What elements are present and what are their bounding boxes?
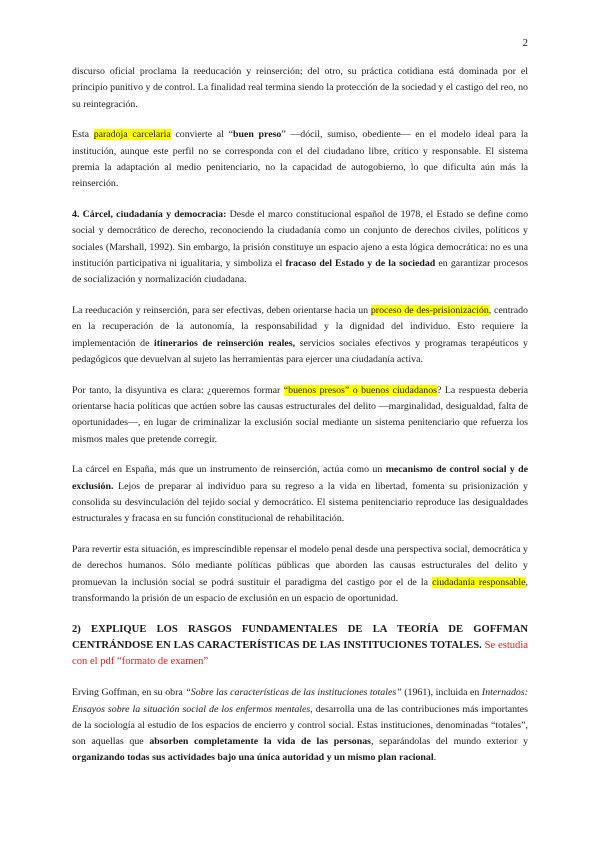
paragraph-text: , transformando la prisión de un espacio de exclusión en un espacio de oportunidad.: [72, 576, 528, 605]
page-body: [72, 64, 528, 781]
paragraph-dilemma: [72, 383, 528, 448]
paragraph-text: , desarrolla una de las contribuciones más importantes de la sociología al estudio de los espacios de encierro y control social. Estas instituciones, denominadas “totales”, son aquellas que: [72, 703, 528, 748]
bold-text: absorben completamente la vida de las personas: [149, 736, 372, 748]
paragraph-prison-spain: [72, 462, 528, 527]
paragraph-text: .: [433, 752, 437, 764]
paragraph-text: Erving Goffman, en su obra: [72, 687, 186, 699]
bold-text: itinerarios de reinserción reales,: [153, 337, 296, 349]
paragraph-text: , separándolas del mundo exterior y: [371, 736, 529, 748]
paragraph-des-prisonization: [72, 303, 528, 368]
bold-text: organizando todas sus actividades bajo una única autoridad y un mismo plan racional: [72, 752, 434, 764]
paragraph-text: discurso oficial proclama la reeducación y reinserción; del otro, su práctica cotidiana está dominada por el principio punitivo y de control. La finalidad real termina siendo la protección de la sociedad y el castigo del reo, no su reintegración.: [72, 66, 528, 110]
paragraph-citizenship-democracy: [72, 207, 528, 288]
italic-title: “Sobre las características de las instituciones totales”: [185, 687, 402, 699]
section-subheading: 4. Cárcel, ciudadanía y democracia:: [72, 209, 227, 221]
paragraph-goffman-intro: [72, 685, 528, 766]
paragraph-text: Por tanto, la disyuntiva es clara: ¿queremos formar: [72, 384, 284, 396]
highlighted-text: proceso de des-prisionización: [370, 305, 489, 317]
question-text: 2) EXPLIQUE LOS RASGOS FUNDAMENTALES DE LA TEORÍA DE GOFFMAN CENTRÁNDOSE EN LAS CARACTERÍSTICAS DE LAS INSTITUCIONES TOTALES.: [72, 623, 528, 652]
bold-text: buen preso: [232, 129, 282, 141]
study-note: Se estudia con el pdf “formato de examen”: [72, 640, 528, 668]
paragraph-text: (1961), incluida en: [401, 687, 482, 699]
bold-text: mecanismo de control social y de exclusión.: [72, 464, 528, 492]
highlighted-text: paradoja carcelaria: [93, 129, 171, 141]
paragraph-revert-situation: [72, 542, 528, 607]
bold-text: fracaso del Estado y de la sociedad: [285, 257, 436, 269]
highlighted-text: “buenos presos” o buenos ciudadanos: [283, 384, 437, 396]
paragraph-prison-paradox: [72, 127, 528, 192]
paragraph-text: ? La respuesta debería orientarse hacia políticas que actúen sobre las causas estructurales del delito —marginalidad, desigualdad, falta de oportunidades—, en lugar de criminalizar la exclusión social mediante un sistema penitenciario que refuerza los mismos males que pretende corregir.: [72, 384, 528, 445]
paragraph-text: , centrado en la recuperación de la autonomía, la responsabilidad y la dignidad del individuo. Esto requiere la implementación de: [72, 305, 528, 349]
paragraph-text: Lejos de preparar al individuo para su regreso a la vida en libertad, fomenta su prisionización y consolida su desvinculación del tejido social y democrático. El sistema penitenciario reproduce las desigualdades estructurales y fracasa en su función constitucional de rehabilitación.: [72, 480, 528, 525]
paragraph-reeducation-discourse: [72, 64, 528, 113]
paragraph-text: La cárcel en España, más que un instrumento de reinserción, actúa como un: [72, 464, 386, 476]
paragraph-text: Desde el marco constitucional español de 1978, el Estado se define como social y democrático de derecho, reconociendo la ciudadanía como un conjunto de derechos civiles, políticos y sociales (Marshall, 1992). Sin embargo, la prisión constituye un espacio ajeno a esta lógica democrática: no es una institución participativa ni igualitaria, y simboliza el: [72, 209, 529, 269]
page-number: 2: [522, 37, 528, 49]
paragraph-text: La reeducación y reinserción, para ser efectivas, deben orientarse hacia un: [72, 305, 371, 317]
italic-title: Internados: Ensayos sobre la situación social de los enfermos mentales: [72, 687, 528, 715]
highlighted-text: ciudadanía responsable: [432, 576, 526, 588]
paragraph-text: convierte al “: [170, 129, 233, 141]
paragraph-text: Para revertir esta situación, es imprescindible repensar el modelo penal desde una perspectiva social, democrática y de derechos humanos. Sólo mediante políticas públicas que aborden las causas estructurales del delito y promuevan la inclusión social se podrá sustituir el paradigma del castigo por el de la: [72, 544, 528, 588]
question-heading-goffman: [72, 622, 528, 671]
paragraph-text: en garantizar procesos de socialización y normalización ciudadana.: [72, 257, 528, 286]
paragraph-text: servicios sociales efectivos y programas terapéuticos y pedagógicos que devuelvan al sujeto las herramientas para ejercer una ciudadanía activa.: [72, 337, 528, 365]
paragraph-text: ” —dócil, sumiso, obediente— en el modelo ideal para la institución, aunque este perfil no se corresponda con el del ciudadano libre, crítico y responsable. El sistema premia la adaptación al medio penitenciario, no la capacidad de autogobierno, lo que dificulta aún más la reinserción.: [72, 129, 528, 190]
paragraph-text: Esta: [72, 129, 94, 141]
